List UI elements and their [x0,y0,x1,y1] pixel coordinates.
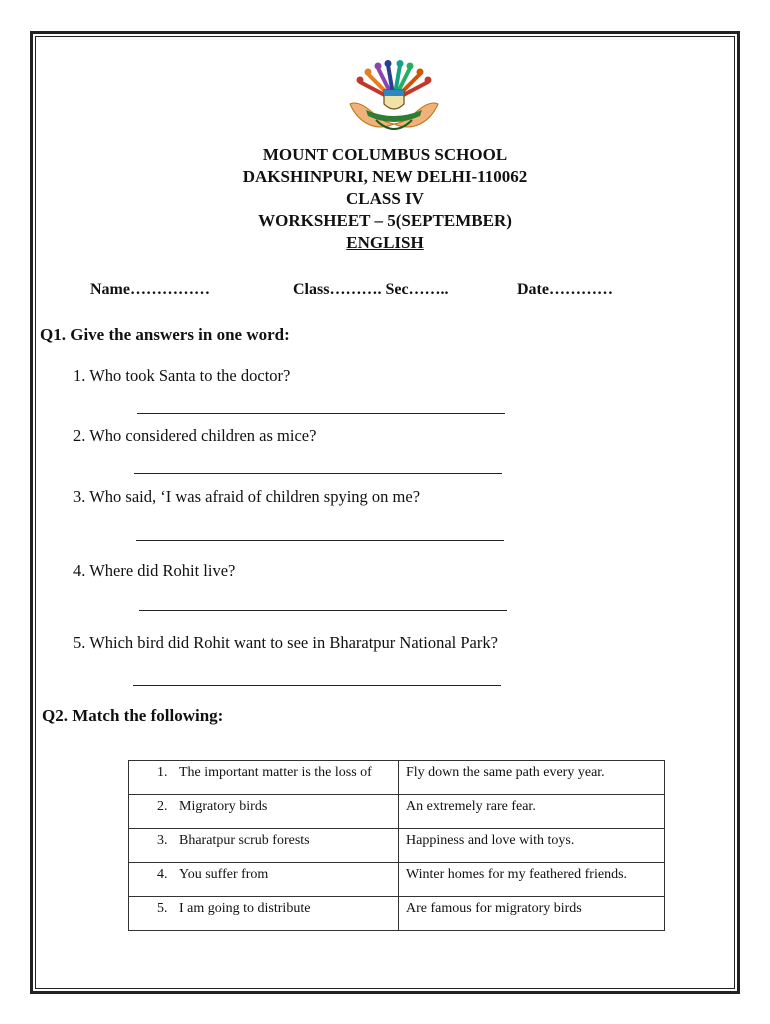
q1-question-5: 5. Which bird did Rohit want to see in Bharatpur National Park? [73,633,498,652]
q1-question-1: 1. Who took Santa to the doctor? [73,366,291,385]
school-address: DAKSHINPURI, NEW DELHI-110062 [242,167,528,186]
q1-heading: Q1. Give the answers in one word: [40,325,290,344]
table-row [129,761,665,795]
match-left-cell [129,863,399,897]
match-left-text: I am going to distribute [179,901,311,916]
answer-line-2[interactable] [134,473,502,474]
answer-line-3[interactable] [136,540,504,541]
match-left-text: The important matter is the loss of [179,765,372,780]
match-right-cell: Winter homes for my feathered friends. [399,863,665,897]
q1-question-4: 4. Where did Rohit live? [73,561,236,580]
table-row [129,795,665,829]
worksheet-title: WORKSHEET – 5(SEPTEMBER) [258,211,512,230]
match-table [128,760,665,931]
answer-line-4[interactable] [139,610,507,611]
row-number: 2. [157,799,168,814]
table-row [129,897,665,931]
match-left-cell [129,829,399,863]
match-right-cell: An extremely rare fear. [399,795,665,829]
match-left-text: You suffer from [179,867,269,882]
match-left-text: Bharatpur scrub forests [179,833,310,848]
class-section-field[interactable]: Class………. Sec…….. [293,281,449,298]
name-field[interactable]: Name…………… [90,281,210,298]
match-right-cell: Are famous for migratory birds [399,897,665,931]
answer-line-5[interactable] [133,685,501,686]
row-number: 4. [157,867,168,882]
date-field[interactable]: Date………… [517,281,613,298]
school-header [0,144,770,254]
match-left-cell [129,761,399,795]
row-number: 5. [157,901,168,916]
subject-title: ENGLISH [346,233,424,252]
match-right-cell: Happiness and love with toys. [399,829,665,863]
match-left-text: Migratory birds [179,799,268,814]
class-title: CLASS IV [346,189,424,208]
table-row [129,829,665,863]
q1-question-2: 2. Who considered children as mice? [73,426,317,445]
match-right-cell: Fly down the same path every year. [399,761,665,795]
match-left-cell [129,897,399,931]
answer-line-1[interactable] [137,413,505,414]
school-emblem-icon [346,60,442,138]
school-name: MOUNT COLUMBUS SCHOOL [262,145,508,164]
match-left-cell [129,795,399,829]
q1-question-3: 3. Who said, ‘I was afraid of children spying on me? [73,487,421,506]
table-row [129,863,665,897]
row-number: 3. [157,833,168,848]
q2-heading: Q2. Match the following: [42,706,224,725]
row-number: 1. [157,765,168,780]
